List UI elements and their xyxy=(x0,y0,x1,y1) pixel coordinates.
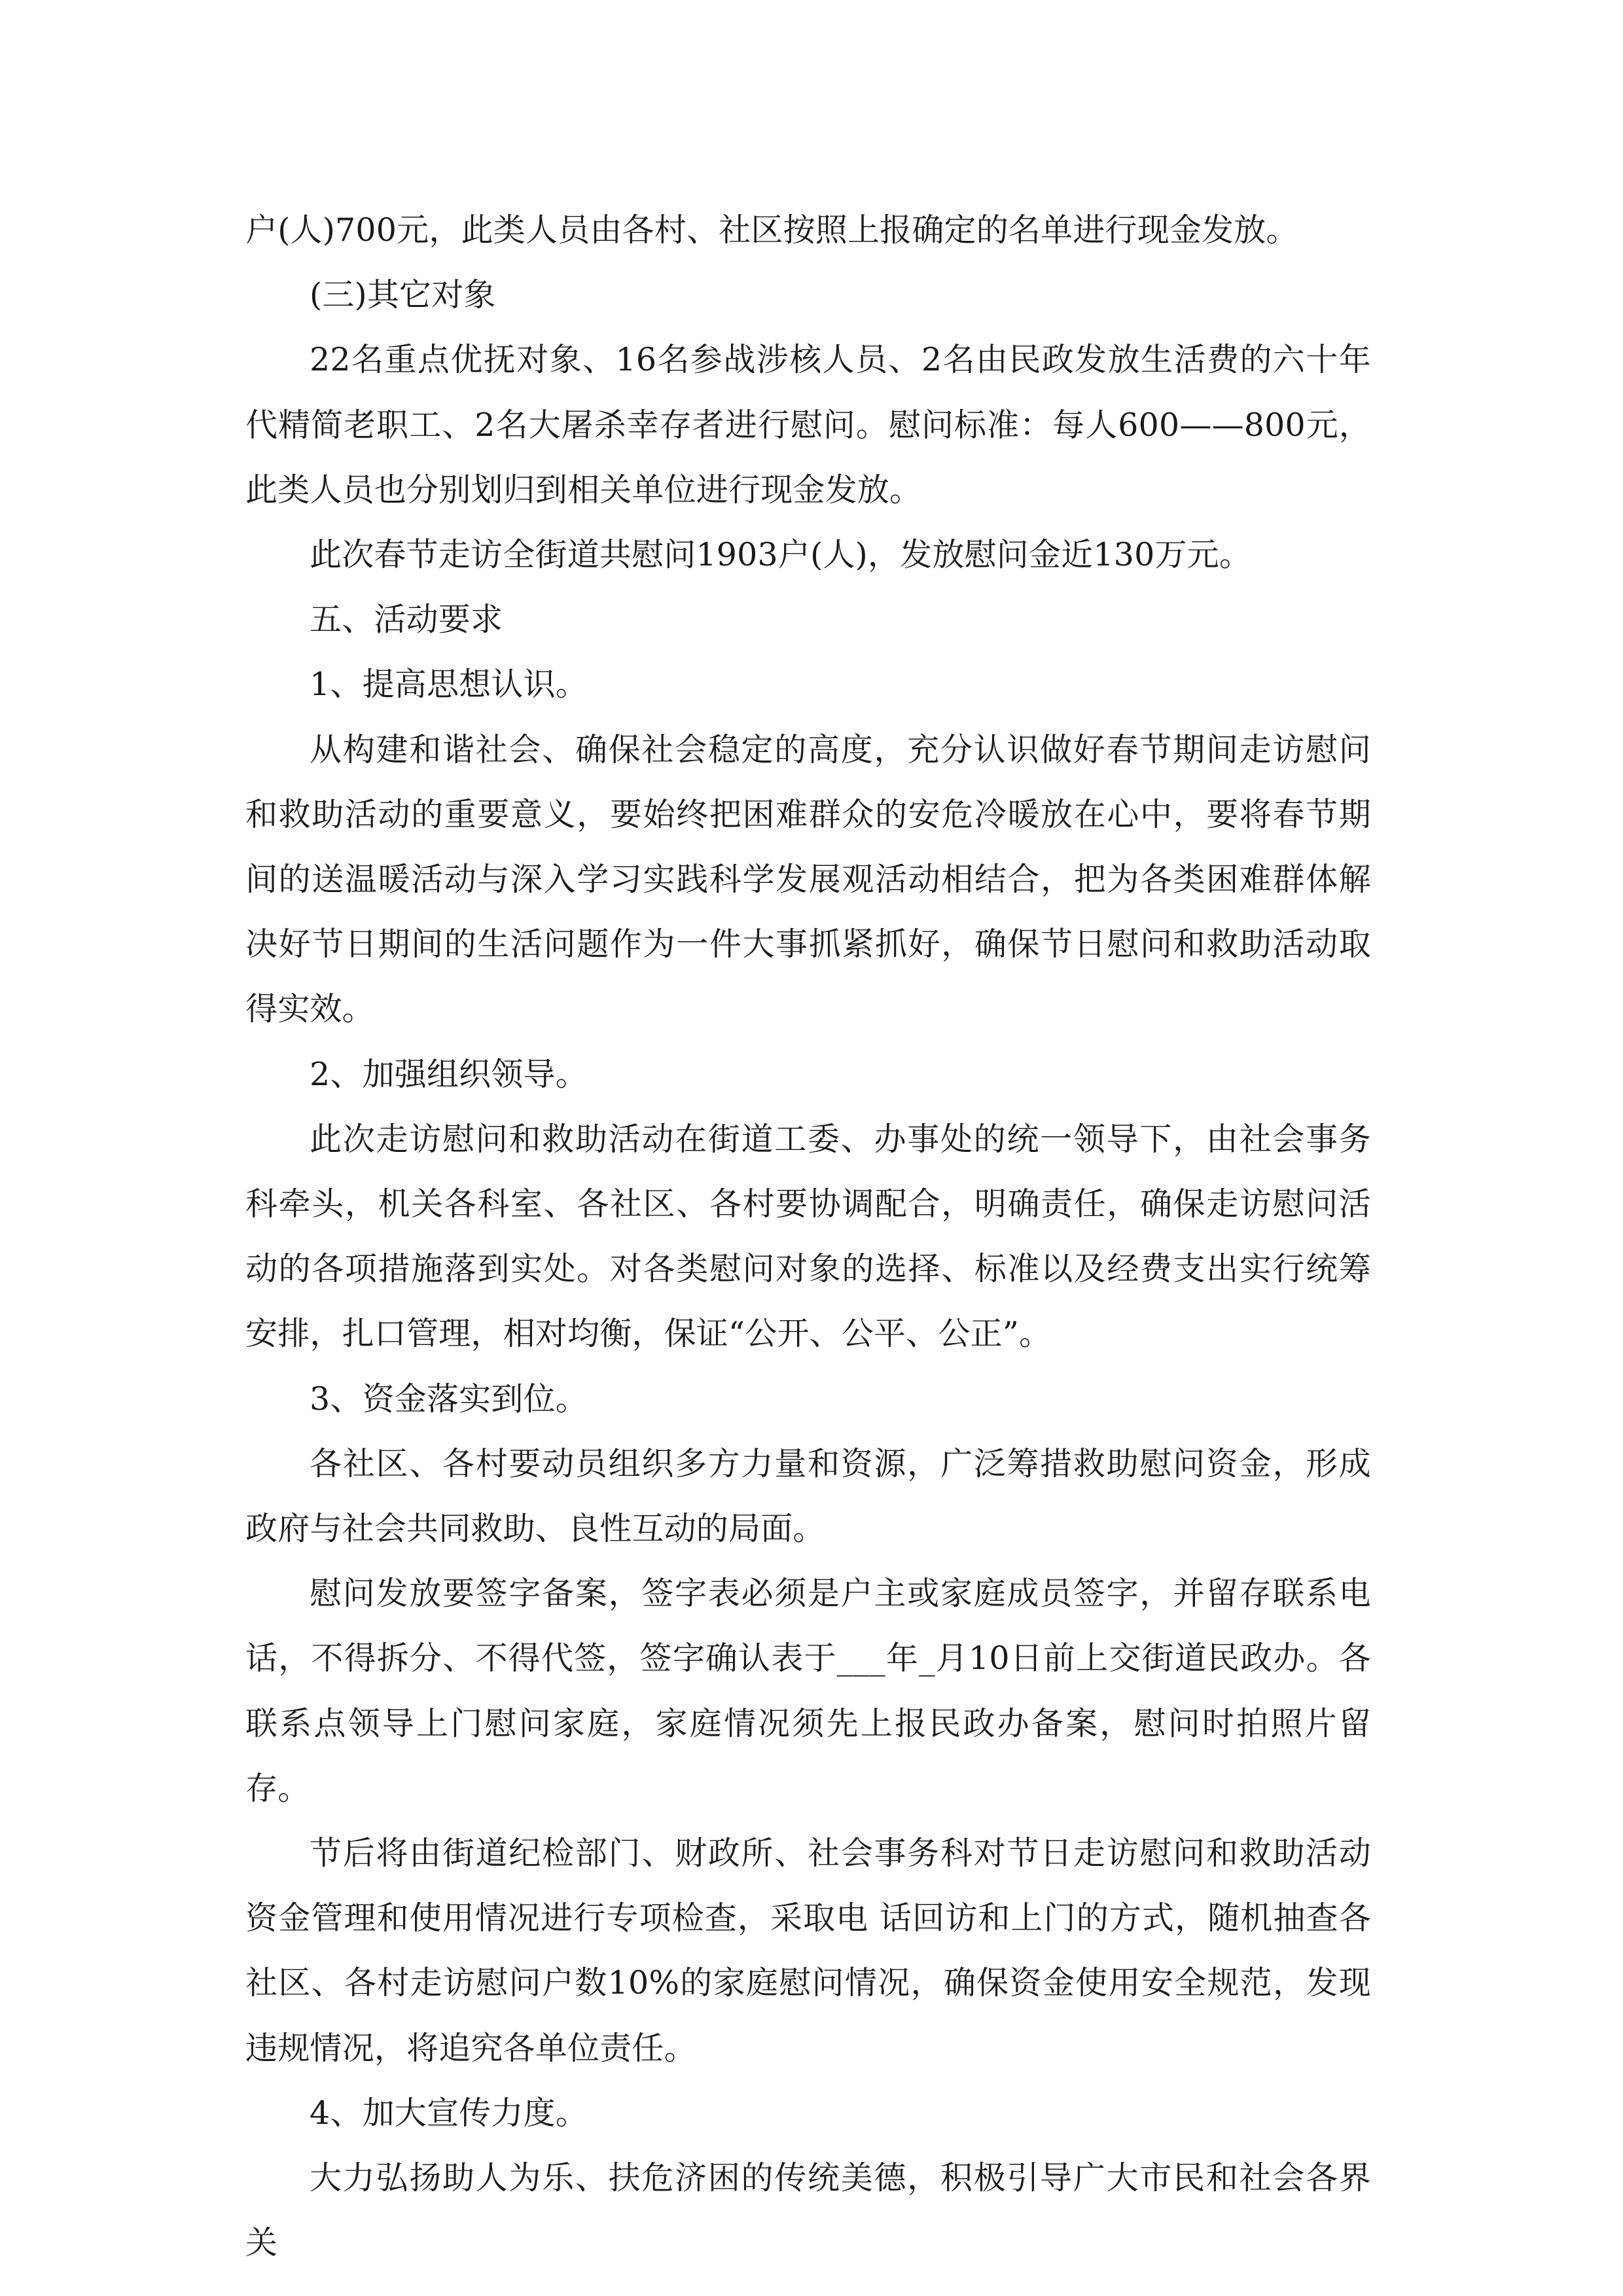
subsection-heading: 3、资金落实到位。 xyxy=(310,1380,588,1418)
paragraph: 户(人)700元，此类人员由各村、社区按照上报确定的名单进行现金发放。 xyxy=(245,211,1298,249)
paragraph: 此次走访慰问和救助活动在街道工委、办事处的统一领导下，由社会事务科牵头，机关各科室、各社区、各村要协调配合，明确责任，确保走访慰问活动的各项措施落到实处。对各类慰问对象的选择、标准以及经费支出实行统筹安排，扎口管理，相对均衡，保证“公开、公平、公正”。 xyxy=(245,1120,1371,1353)
subsection-heading: 4、加大宣传力度。 xyxy=(310,2094,588,2132)
paragraph: 慰问发放要签字备案，签字表必须是户主或家庭成员签字，并留存联系电话，不得拆分、不得代签，签字确认表于___年_月10日前上交街道民政办。各联系点领导上门慰问家庭，家庭情况须先上报民政办备案，慰问时拍照片留存。 xyxy=(245,1575,1371,1807)
paragraph: 从构建和谐社会、确保社会稳定的高度，充分认识做好春节期间走访慰问和救助活动的重要意义，要始终把困难群众的安危冷暖放在心中，要将春节期间的送温暖活动与深入学习实践科学发展观活动相结合，把为各类困难群体解决好节日期间的生活问题作为一件大事抓紧抓好，确保节日慰问和救助活动取得实效。 xyxy=(245,730,1371,1028)
subsection-heading: 2、加强组织领导。 xyxy=(310,1055,588,1093)
paragraph: 各社区、各村要动员组织多方力量和资源，广泛筹措救助慰问资金，形成政府与社会共同救助、良性互动的局面。 xyxy=(245,1444,1371,1548)
subsection-heading: 1、提高思想认识。 xyxy=(310,666,588,704)
paragraph: 此次春节走访全街道共慰问1903户(人)，发放慰问金近130万元。 xyxy=(310,536,1252,574)
section-heading: (三)其它对象 xyxy=(310,276,496,314)
paragraph: 大力弘扬助人为乐、扶危济困的传统美德，积极引导广大市民和社会各界关 xyxy=(245,2159,1371,2262)
paragraph: 22名重点优抚对象、16名参战涉核人员、2名由民政发放生活费的六十年代精简老职工、2名大屠杀幸存者进行慰问。慰问标准：每人600——800元，此类人员也分别划归到相关单位进行现金发放。 xyxy=(245,341,1371,509)
section-heading: 五、活动要求 xyxy=(310,601,503,639)
paragraph: 节后将由街道纪检部门、财政所、社会事务科对节日走访慰问和救助活动资金管理和使用情况进行专项检查，采取电 话回访和上门的方式，随机抽查各社区、各村走访慰问户数10%的家庭慰问情况，确保资金使用安全规范，发现违规情况，将追究各单位责任。 xyxy=(245,1835,1371,2067)
document-body xyxy=(245,198,1371,2276)
